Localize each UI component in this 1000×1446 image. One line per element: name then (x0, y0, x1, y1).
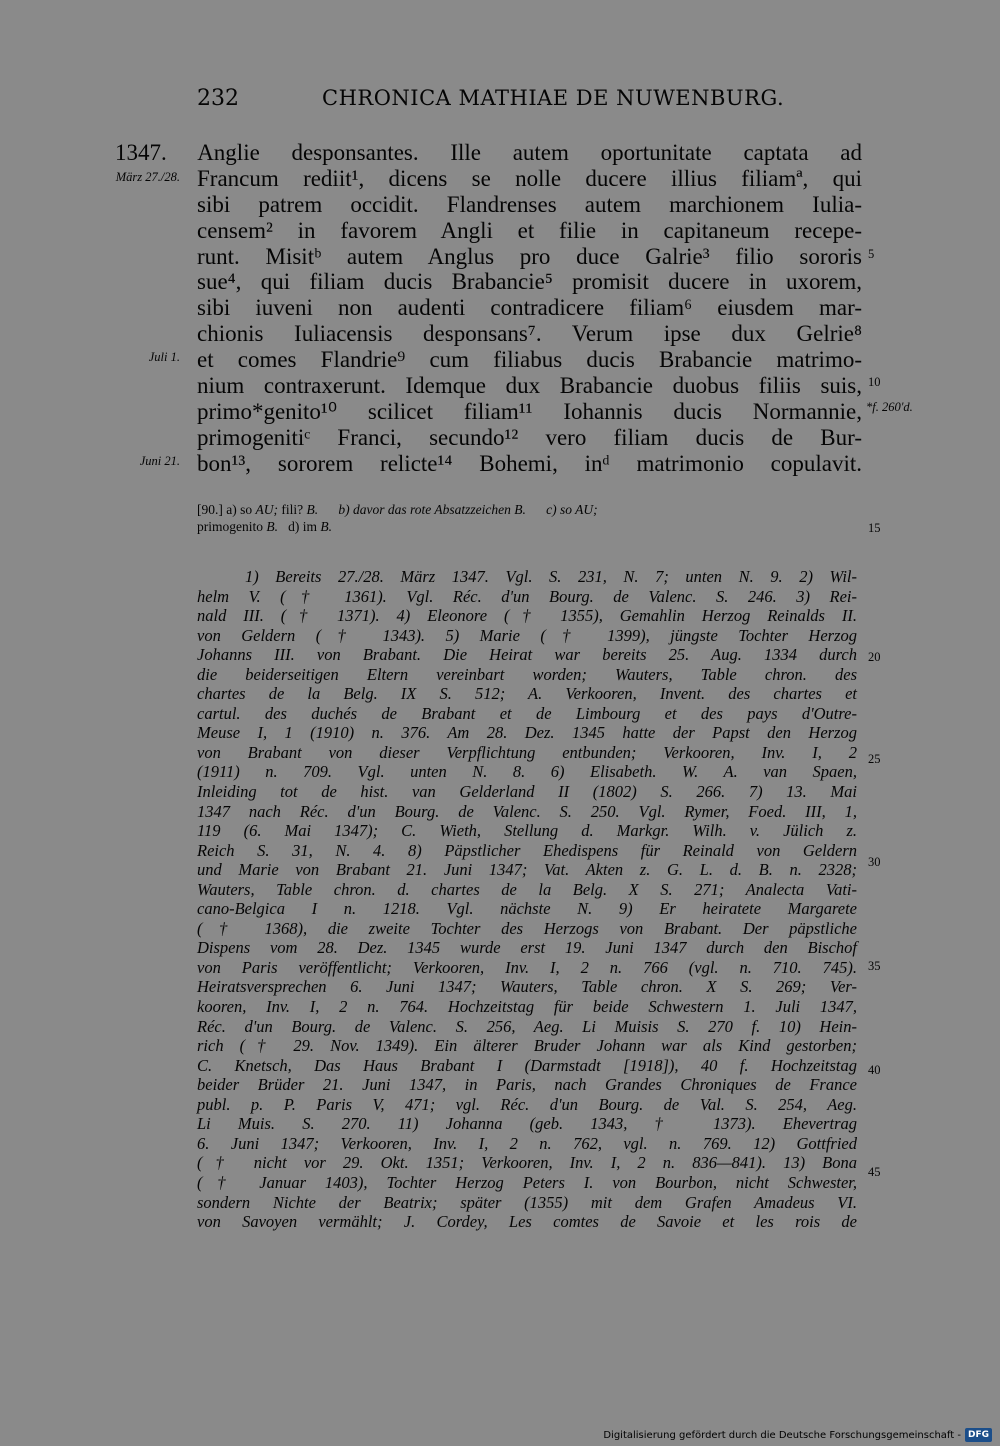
footer (603, 1428, 992, 1442)
footnote-line: helm V. († 1361). Vgl. Réc. d'un Bourg. de Valenc. S. 246. 3) Rei- (197, 586, 857, 606)
variant-siglum: AU; (255, 502, 278, 517)
page-number: 232 (197, 86, 239, 111)
footnote-line: Reich S. 31, N. 4. 8) Päpstlicher Ehedispens für Reinald von Geldern (197, 840, 857, 860)
footnote-line: chartes de la Belg. IX S. 512; A. Verkooren, Invent. des chartes et (197, 684, 857, 704)
line-number: 40 (868, 1063, 881, 1077)
footnote-line: von Paris veröffentlicht; Verkooren, Inv. I, 2 n. 766 (vgl. n. 710. 745). (197, 957, 857, 977)
footnote-line: kooren, Inv. I, 2 n. 764. Hochzeitstag für beide Schwestern 1. Juli 1347, (197, 997, 857, 1017)
line-number: 30 (868, 855, 881, 869)
footnote-line: Inleiding tot de hist. van Gelderland II (1802) S. 266. 7) 13. Mai (197, 782, 857, 802)
footnote-line: sondern Nichte der Beatrix; später (1355) mit dem Grafen Amadeus VI. (197, 1192, 857, 1212)
main-line: runt. Misitᵇ autem Anglus pro duce Galrie³ filio sororis (197, 243, 862, 269)
variant-text: b) davor das rote Absatzzeichen B. c) so AU; (318, 502, 598, 517)
footnote-line: die beiderseitigen Eltern vereinbart worden; Wauters, Table chron. des (197, 664, 857, 684)
footnote-line: Wauters, Table chron. d. chartes de la Belg. X S. 271; Analecta Vati- (197, 879, 857, 899)
footnote-line: († Januar 1403), Tochter Herzog Peters I. von Bourbon, nicht Schwester, (197, 1172, 857, 1192)
line-number: 5 (868, 247, 875, 261)
variant-line (197, 519, 862, 536)
variant-text: [90.] a) so (197, 502, 256, 517)
footnote-line: nald III. († 1371). 4) Eleonore († 1355), Gemahlin Herzog Reinalds II. (197, 606, 857, 626)
footnote-line: C. Knetsch, Das Haus Brabant I (Darmstadt [1918]), 40 f. Hochzeitstag (197, 1055, 857, 1075)
variant-line (197, 502, 862, 519)
line-number: 45 (868, 1165, 881, 1179)
main-line: primo*genito¹⁰ scilicet filiam¹¹ Iohannis ducis Normannie, (197, 398, 862, 424)
footnote-line: 1347 nach Réc. d'un Bourg. de Valenc. S. 250. Vgl. Rymer, Foed. III, 1, (197, 801, 857, 821)
running-title: CHRONICA MATHIAE DE NUWENBURG. (322, 86, 785, 110)
footnote-line: 6. Juni 1347; Verkooren, Inv. I, 2 n. 762, vgl. n. 769. 12) Gottfried (197, 1133, 857, 1153)
margin-date-juni: Juni 21. (139, 454, 180, 468)
footnote-line: cano-Belgica I n. 1218. Vgl. nächste N. 9) Er heiratete Margarete (197, 899, 857, 919)
line-number: 20 (868, 650, 881, 664)
footnote-line: (1911) n. 709. Vgl. unten N. 8. 6) Elisabeth. W. A. van Spaen, (197, 762, 857, 782)
footnote-line: Heiratsversprechen 6. Juni 1347; Wauters, Table chron. X S. 269; Ver- (197, 977, 857, 997)
margin-date-marz: März 27./28. (115, 170, 180, 184)
footnote-line: von Geldern († 1343). 5) Marie († 1399), jüngste Tochter Herzog (197, 625, 857, 645)
line-number: 10 (868, 375, 881, 389)
variant-text: fili? (277, 502, 307, 517)
footnote-line: rich († 29. Nov. 1349). Ein älterer Bruder Johann war als Kind gestorben; (197, 1036, 857, 1056)
line-number: 25 (868, 752, 881, 766)
footnote-line: von Savoyen vermählt; J. Cordey, Les comtes de Savoie et les rois de (197, 1212, 857, 1232)
variant-text: d) im (278, 518, 321, 534)
footnote-line: 1) Bereits 27./28. März 1347. Vgl. S. 231, N. 7; unten N. 9. 2) Wil- (245, 567, 857, 586)
main-line: sue⁴, qui filiam ducis Brabancie⁵ promisit ducere in uxorem, (197, 269, 862, 295)
main-line: censem² in favorem Angli et filie in capitaneum recepe- (197, 217, 862, 243)
footnotes (197, 567, 857, 1232)
footnote-line: Meuse I, 1 (1910) n. 376. Am 28. Dez. 1345 hatte der Papst den Herzog (197, 723, 857, 743)
main-line: Francum rediit¹, dicens se nolle ducere illius filiamª, qui (197, 165, 862, 191)
variant-apparatus (197, 502, 862, 535)
footnote-line: und Marie von Brabant 21. Juni 1347; Vat. Akten z. G. L. d. B. n. 2328; (197, 860, 857, 880)
main-line: primogenitiᶜ Franci, secundo¹² vero filiam ducis de Bur- (197, 424, 862, 450)
main-line: bon¹³, sororem relicte¹⁴ Bohemi, inᵈ matrimonio copulavit. (197, 450, 862, 476)
footnote-line: Johanns III. von Brabant. Die Heirat war bereits 25. Aug. 1334 durch (197, 645, 857, 665)
footnote-line: Réc. d'un Bourg. de Valenc. S. 256, Aeg. Li Muisis S. 270 f. 10) Hein- (197, 1016, 857, 1036)
margin-date-juli: Juli 1. (148, 350, 180, 364)
footnote-line: 119 (6. Mai 1347); C. Wieth, Stellung d. Markgr. Wilh. v. Jülich z. (197, 821, 857, 841)
footnote-line: cartul. des duchés de Brabant et de Limbourg et des pays d'Outre- (197, 703, 857, 723)
main-line: chionis Iuliacensis desponsans⁷. Verum ipse dux Gelrie⁸ (197, 321, 862, 347)
variant-text: primogenito (197, 518, 267, 534)
line-number: 35 (868, 959, 881, 973)
line-number: 15 (868, 521, 881, 535)
main-line: 1347. Anglie desponsantes. Ille autem oportunitate captata ad (115, 140, 862, 165)
footnote-line: Li Muis. S. 270. 11) Johanna (geb. 1343, † 1373). Ehevertrag (197, 1114, 857, 1134)
main-line: nium contraxerunt. Idemque dux Brabancie duobus filiis suis, (197, 373, 862, 399)
variant-siglum: B. (266, 518, 278, 534)
main-line: sibi patrem occidit. Flandrenses autem marchionem Iulia- (197, 191, 862, 217)
footnote-line: Dispens vom 28. Dez. 1345 wurde erst 19. Juni 1347 durch den Bischof (197, 938, 857, 958)
footnote-line: († 1368), die zweite Tochter des Herzogs von Brabant. Der päpstliche (197, 918, 857, 938)
footnote-line: von Brabant von dieser Verpflichtung entbunden; Verkooren, Inv. I, 2 (197, 742, 857, 762)
main-line: et comes Flandrie⁹ cum filiabus ducis Brabancie matrimo- (197, 347, 862, 373)
footnote-line: († nicht vor 29. Okt. 1351; Verkooren, Inv. I, 2 n. 836—841). 13) Bona (197, 1153, 857, 1173)
footer-text: Digitalisierung gefördert durch die Deutsche Forschungsgemeinschaft - (603, 1429, 961, 1441)
folio-note: *f. 260'd. (866, 400, 913, 414)
variant-siglum: B. (320, 518, 332, 534)
variant-siglum: B. (306, 502, 319, 517)
dfg-logo[interactable]: DFG (965, 1428, 992, 1442)
footnote-line: beider Brüder 21. Juni 1347, in Paris, nach Grandes Chroniques de France (197, 1075, 857, 1095)
main-line: sibi iuveni non audenti contradicere filiam⁶ eiusdem mar- (197, 295, 862, 321)
footnote-line: publ. p. P. Paris V, 471; vgl. Réc. d'un Bourg. de Val. S. 254, Aeg. (197, 1094, 857, 1114)
